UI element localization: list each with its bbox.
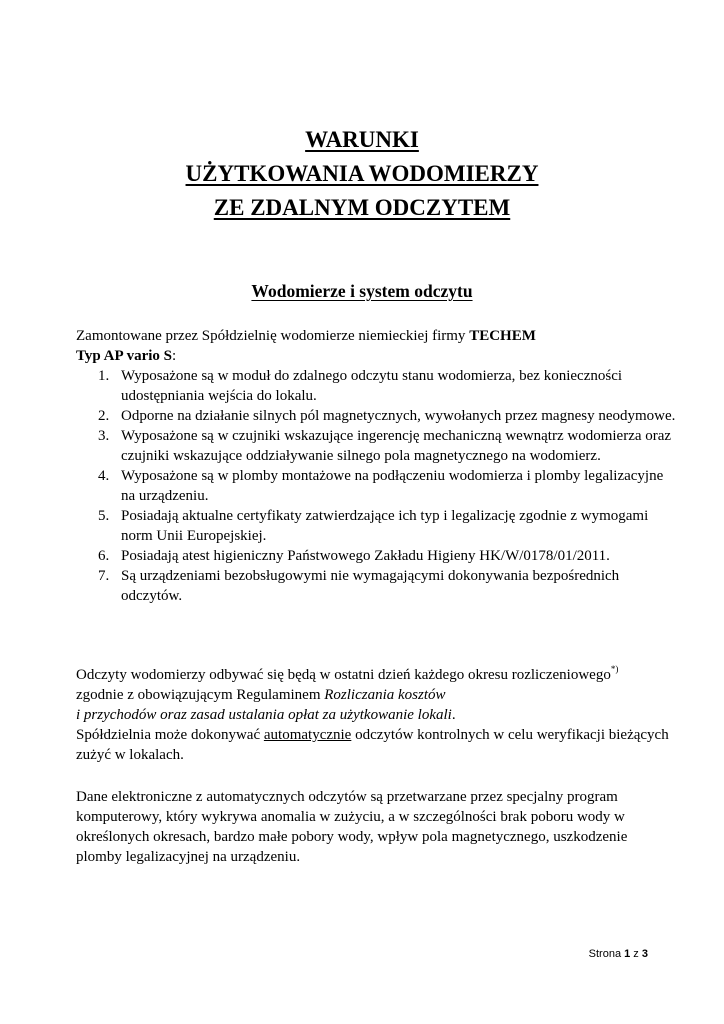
underlined-word: automatycznie	[263, 727, 352, 743]
footnote-mark: *)	[610, 664, 619, 674]
intro-section	[76, 326, 676, 606]
title-line-2: UŻYTKOWANIA WODOMIERZY	[185, 161, 539, 186]
list-item: 7. Są urządzeniami bezobsługowymi nie wymagającymi dokonywania bezpośrednich odczytów.	[98, 568, 620, 604]
intro-text: Zamontowane przez Spółdzielnię wodomierze niemieckiej firmy	[76, 328, 470, 344]
data-processing-paragraph: Dane elektroniczne z automatycznych odczytów są przetwarzane przez specjalny program komputerowy, który wykrywa anomalia w zużyciu, a w szczególności brak poboru wody w określonych okresach, bardzo małe pobory wody, wpływ pola magnetycznego, uszkodzenie plomby legalizacyjnej na urządzeniu.	[76, 789, 628, 865]
list-item: 4. Wyposażone są w plomby montażowe na podłączeniu wodomierza i plomby legalizacyjne na urządzeniu.	[98, 468, 664, 504]
brand-name: TECHEM	[469, 328, 536, 344]
model-name: Typ AP vario S	[76, 348, 172, 364]
title-line-3: ZE ZDALNYM ODCZYTEM	[213, 195, 511, 220]
features-list	[76, 366, 676, 606]
list-item: 1. Wyposażone są w moduł do zdalnego odczytu stanu wodomierza, bez konieczności udostępniania wejścia do lokalu.	[98, 368, 623, 404]
list-item: 3. Wyposażone są w czujniki wskazujące ingerencję mechaniczną wewnątrz wodomierza oraz czujniki wskazujące oddziaływanie silnego pola magnetycznego na wodomierz.	[98, 428, 672, 464]
document-title	[0, 123, 724, 225]
regulation-title-cont: i przychodów oraz zasad ustalania opłat za użytkowanie lokali	[76, 707, 452, 723]
list-item: 2. Odporne na działanie silnych pól magnetycznych, wywołanych przez magnesy neodymowe.	[98, 408, 676, 424]
regulation-title: Rozliczania kosztów	[324, 687, 446, 703]
page-number: Strona 1 z 3	[588, 948, 648, 960]
list-item: 5. Posiadają aktualne certyfikaty zatwierdzające ich typ i legalizację zgodnie z wymogami norm Unii Europejskiej.	[98, 508, 649, 544]
section-heading: Wodomierze i system odczytu	[251, 281, 473, 301]
list-item: 6. Posiadają atest higieniczny Państwowego Zakładu Higieny HK/W/0178/01/2011.	[98, 548, 610, 564]
intro-paragraph: Zamontowane przez Spółdzielnię wodomierze niemieckiej firmy TECHEM Typ AP vario S:	[76, 328, 536, 364]
title-line-1: WARUNKI	[305, 127, 419, 152]
readings-paragraph: Odczyty wodomierzy odbywać się będą w ostatni dzień każdego okresu rozliczeniowego*) zgodnie z obowiązującym Regulaminem Rozliczania kosztów i przychodów oraz zasad ustalania opłat za użytkowanie lokali. Spółdzielnia może dokonywać automatycznie odczytów kontrolnych w celu weryfikacji bieżących zużyć w lokalach.	[76, 664, 669, 763]
